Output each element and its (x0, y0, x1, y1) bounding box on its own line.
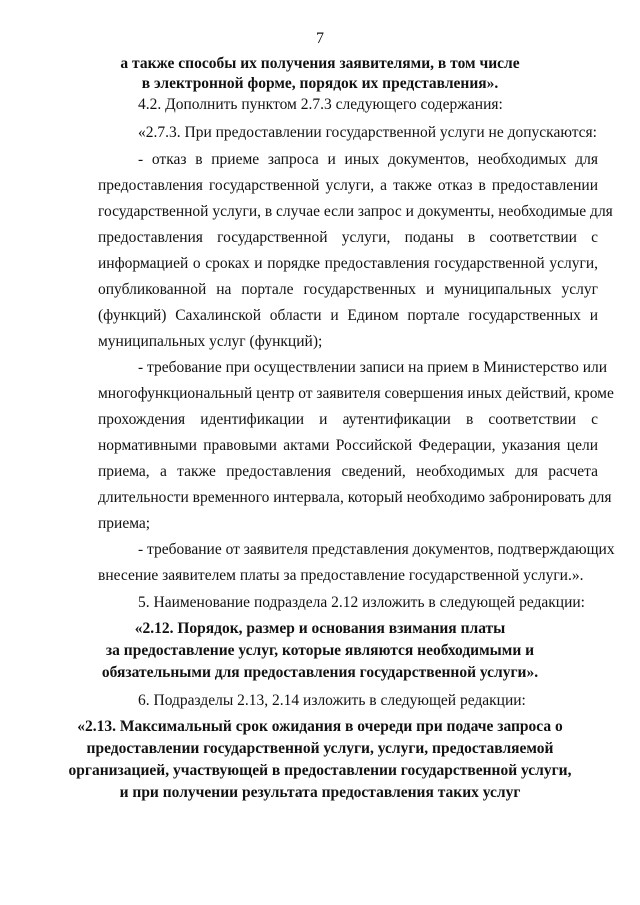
paragraph-line: предоставления государственной услуги, поданы в соответствии с (98, 229, 598, 246)
paragraph-line: 4.2. Дополнить пунктом 2.7.3 следующего содержания: (138, 96, 503, 113)
paragraph-line: многофункциональный центр от заявителя совершения иных действий, кроме (98, 385, 614, 402)
paragraph-line: внесение заявителем платы за предоставление государственной услуги.». (98, 567, 584, 584)
heading-line: «2.13. Максимальный срок ожидания в очереди при подаче запроса о (77, 718, 563, 735)
paragraph-line: предоставления государственной услуги, а также отказ в предоставлении (98, 177, 598, 194)
paragraph-line: опубликованной на портале государственных и муниципальных услуг (98, 281, 598, 298)
paragraph-line: приема, а также предоставления сведений, необходимых для расчета (98, 463, 598, 480)
paragraph-line: информацией о сроках и порядке предоставления государственной услуги, (98, 255, 598, 272)
page-number: 7 (316, 30, 324, 47)
paragraph-line: «2.7.3. При предоставлении государственной услуги не допускаются: (138, 124, 597, 141)
heading-line: обязательными для предоставления государственной услуги». (101, 664, 539, 681)
paragraph-line: 6. Подразделы 2.13, 2.14 изложить в следующей редакции: (138, 692, 526, 709)
paragraph-line: приема; (98, 515, 151, 532)
heading-line: а также способы их получения заявителями, в том числе (120, 55, 520, 72)
heading-line: «2.12. Порядок, размер и основания взимания платы (134, 620, 506, 637)
heading-line: предоставлении государственной услуги, услуги, предоставляемой (86, 740, 554, 757)
heading-line: в электронной форме, порядок их представления». (141, 75, 499, 92)
heading-line: за предоставление услуг, которые являются необходимыми и (105, 642, 535, 659)
paragraph-line: 5. Наименование подраздела 2.12 изложить в следующей редакции: (138, 594, 585, 611)
paragraph-line: - отказ в приеме запроса и иных документов, необходимых для (138, 151, 598, 168)
paragraph-line: муниципальных услуг (функций); (98, 333, 323, 350)
paragraph-line: - требование при осуществлении записи на прием в Министерство или (138, 359, 608, 376)
paragraph-line: длительности временного интервала, который необходимо забронировать для (98, 489, 612, 506)
heading-line: и при получении результата предоставления таких услуг (119, 784, 521, 801)
paragraph-line: прохождения идентификации и аутентификации в соответствии с (98, 411, 598, 428)
paragraph-line: (функций) Сахалинской области и Едином портале государственных и (98, 307, 598, 324)
heading-line: организацией, участвующей в предоставлении государственной услуги, (68, 762, 572, 779)
paragraph-line: нормативными правовыми актами Российской Федерации, указания цели (98, 437, 598, 454)
paragraph-line: государственной услуги, в случае если запрос и документы, необходимые для (98, 203, 613, 220)
paragraph-line: - требование от заявителя представления документов, подтверждающих (138, 541, 615, 558)
